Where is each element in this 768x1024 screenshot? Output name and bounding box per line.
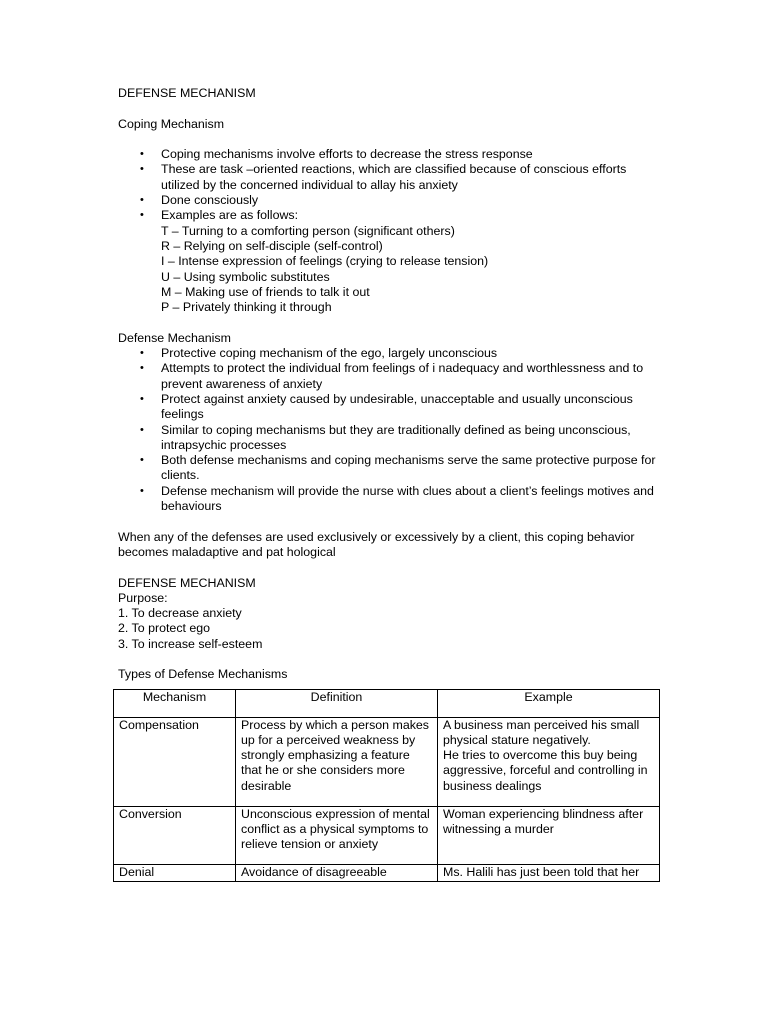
coping-bullet: • Done consciously (118, 193, 663, 208)
defense-bullet: • Protective coping mechanism of the ego, largely unconscious (118, 346, 663, 361)
defense-bullet: • Both defense mechanisms and coping mechanisms serve the same protective purpose for clients. (118, 453, 663, 484)
tirump-example: T – Turning to a comforting person (significant others) (161, 223, 455, 238)
coping-bullet-text: Examples are as follows: (161, 208, 299, 223)
document-page (118, 86, 663, 882)
coping-heading: Coping Mechanism (118, 116, 225, 131)
example-cell (438, 865, 660, 881)
definition-cell: Unconscious expression of mental conflict as a physical symptoms to relieve tension or anxiety (236, 806, 438, 865)
tirump-example: I – Intense expression of feelings (crying to release tension) (161, 254, 489, 269)
exclusive-use-note: When any of the defenses are used exclusively or excessively by a client, this coping behavior becomes maladaptive and pat hological (118, 529, 635, 559)
table-header-row (114, 689, 660, 717)
purpose-label: Purpose: (118, 590, 168, 605)
definition-cell: Avoidance of disagreeable (236, 865, 438, 881)
example-line: Woman experiencing blindness after witnessing a murder (443, 806, 644, 836)
tirump-example: P – Privately thinking it through (161, 300, 332, 315)
document-title: DEFENSE MECHANISM (118, 86, 256, 100)
purpose-heading: DEFENSE MECHANISM (118, 575, 256, 590)
example-line: A business man perceived his small physical stature negatively. (443, 717, 640, 747)
column-header-example: Example (438, 689, 660, 717)
mechanism-cell: Compensation (114, 717, 236, 806)
defense-bullet: • Similar to coping mechanisms but they are traditionally defined as being unconscious, intrapsychic processes (118, 423, 663, 454)
defense-bullet: • Protect against anxiety caused by undesirable, unacceptable and usually unconscious feelings (118, 392, 663, 423)
definition-cell: Process by which a person makes up for a perceived weakness by strongly emphasizing a feature that he or she considers more desirable (236, 717, 438, 806)
mechanism-cell: Conversion (114, 806, 236, 865)
types-heading: Types of Defense Mechanisms (118, 667, 288, 682)
table-row (114, 806, 660, 865)
defense-bullet: • Attempts to protect the individual from feelings of i nadequacy and worthlessness and to prevent awareness of anxiety (118, 361, 663, 392)
example-cell (438, 717, 660, 806)
purpose-item: 2. To protect ego (118, 621, 211, 636)
tirump-example: R – Relying on self-disciple (self-control) (161, 238, 383, 253)
defense-heading: Defense Mechanism (118, 330, 231, 345)
coping-bullet (118, 208, 663, 315)
tirump-example: M – Making use of friends to talk it out (161, 284, 370, 299)
table-row (114, 865, 660, 881)
example-line: Ms. Halili has just been told that her (443, 865, 640, 880)
purpose-item: 1. To decrease anxiety (118, 606, 242, 621)
example-line: He tries to overcome this buy being aggressive, forceful and controlling in business dealings (443, 748, 648, 793)
purpose-item: 3. To increase self-esteem (118, 636, 263, 651)
example-cell (438, 806, 660, 865)
defense-bullet: • Defense mechanism will provide the nurse with clues about a client’s feelings motives and behaviours (118, 484, 663, 515)
mechanism-cell: Denial (114, 865, 236, 881)
table-row (114, 717, 660, 806)
tirump-example: U – Using symbolic substitutes (161, 269, 330, 284)
coping-bullet: • Coping mechanisms involve efforts to decrease the stress response (118, 147, 663, 162)
column-header-mechanism: Mechanism (114, 689, 236, 717)
column-header-definition: Definition (236, 689, 438, 717)
coping-bullet: • These are task –oriented reactions, which are classified because of conscious efforts utilized by the concerned individual to allay his anxiety (118, 162, 663, 193)
defense-mechanism-table (113, 689, 660, 882)
coping-bullet-list (118, 147, 663, 315)
defense-bullet-list (118, 346, 663, 514)
